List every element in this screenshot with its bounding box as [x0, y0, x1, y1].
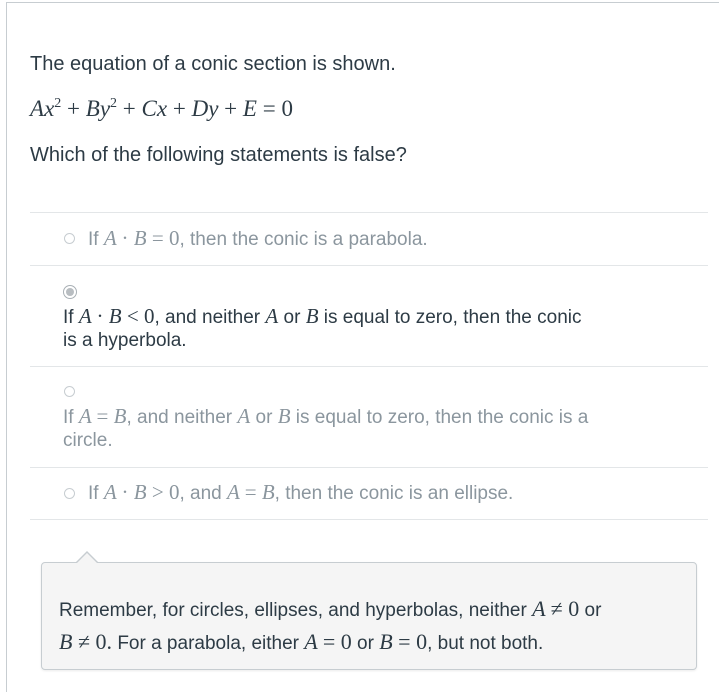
answer-option-1[interactable]	[30, 212, 708, 265]
radio-button-selected[interactable]	[63, 285, 77, 299]
answer-option-4[interactable]	[30, 467, 708, 520]
answer-label: If A = B, and neither A or B is equal to zero, then the conic is a circle.	[63, 404, 589, 451]
answer-label: If A · B > 0, and A = B, then the conic is an ellipse.	[88, 480, 514, 504]
radio-button[interactable]	[64, 488, 75, 499]
answer-label: If A · B = 0, then the conic is a parabola.	[88, 226, 428, 250]
answer-option-3[interactable]	[30, 366, 708, 467]
answer-comment-box	[41, 562, 697, 670]
answer-list	[30, 212, 708, 520]
radio-button[interactable]	[64, 386, 75, 397]
radio-button[interactable]	[64, 233, 75, 244]
comment-pointer-fill	[77, 553, 97, 563]
question-prompt: Which of the following statements is false?	[30, 144, 407, 166]
answer-option-2[interactable]	[30, 265, 708, 366]
answer-comment-text: Remember, for circles, ellipses, and hyperbolas, neither A ≠ 0 or B ≠ 0. For a parabola, either A = 0 or B = 0, but not both.	[59, 596, 602, 654]
question-text: The equation of a conic section is shown.	[30, 53, 396, 75]
answer-label: If A · B < 0, and neither A or B is equal to zero, then the conic is a hyperbola.	[63, 304, 582, 351]
conic-equation: Ax$^2$ + By$^2$ + Cx + Dy + E = 0	[30, 96, 293, 121]
